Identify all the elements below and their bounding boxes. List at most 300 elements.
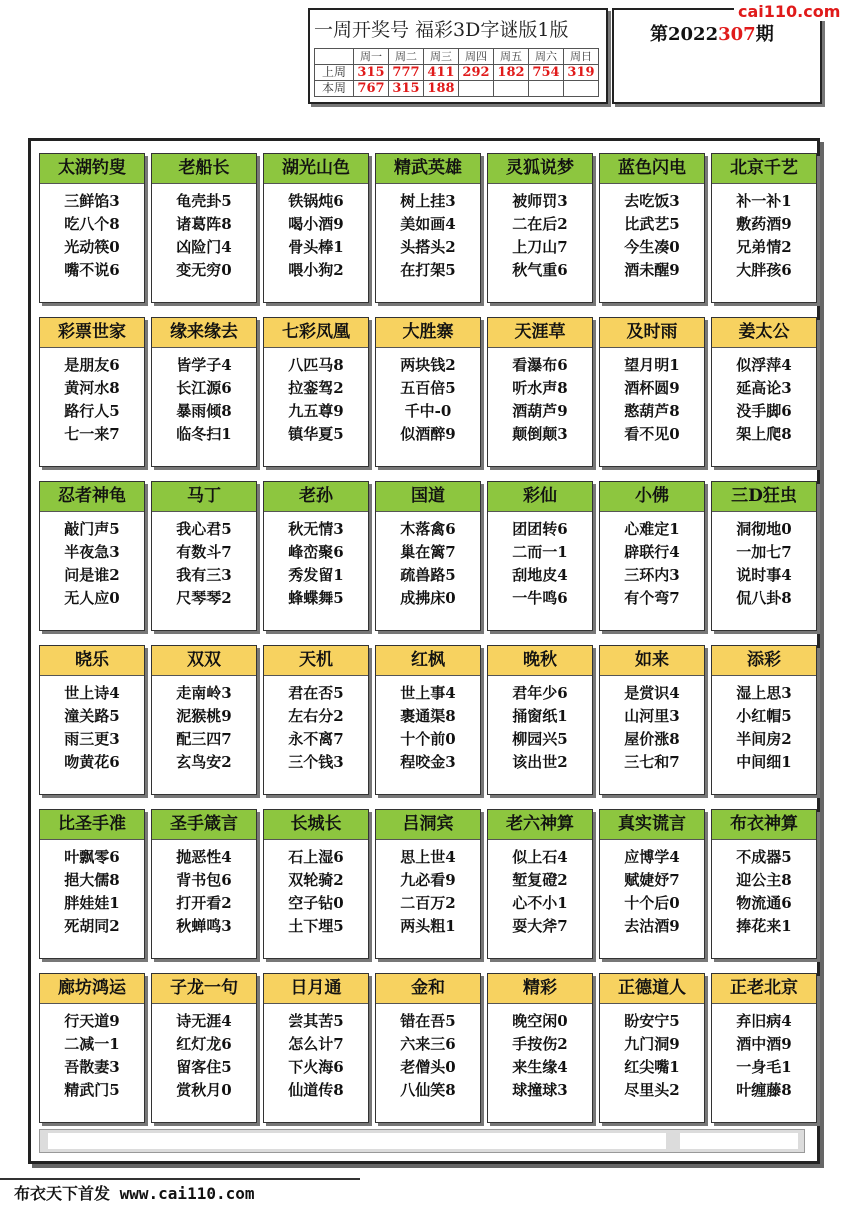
card-author: 廊坊鸿运 bbox=[40, 974, 144, 1004]
day-label: 周二 bbox=[389, 49, 424, 65]
riddle-line: 老僧头0 bbox=[400, 1058, 456, 1076]
card-riddle-lines bbox=[600, 512, 704, 610]
card-riddle-lines bbox=[264, 1004, 368, 1102]
day-label: 周一 bbox=[354, 49, 389, 65]
riddle-line: 被师罚3 bbox=[512, 192, 568, 210]
riddle-line: 秋气重6 bbox=[512, 261, 568, 279]
riddle-line: 黄河水8 bbox=[64, 379, 120, 397]
draw-number: 292 bbox=[459, 65, 494, 81]
card-author: 红枫 bbox=[376, 646, 480, 676]
card-riddle-lines bbox=[152, 840, 256, 938]
riddle-line: 暴雨倾8 bbox=[176, 402, 232, 420]
card-riddle-lines bbox=[712, 512, 816, 610]
riddle-line: 一加七7 bbox=[736, 543, 792, 561]
riddle-line: 打开看2 bbox=[176, 894, 232, 912]
riddle-line: 物流通6 bbox=[736, 894, 792, 912]
riddle-line: 嘴不说6 bbox=[64, 261, 120, 279]
riddle-line: 秀发留1 bbox=[288, 566, 344, 584]
riddle-line: 世上事4 bbox=[400, 684, 456, 702]
card-author: 缘来缘去 bbox=[152, 318, 256, 348]
riddle-line: 死胡同2 bbox=[64, 917, 120, 935]
card-riddle-lines bbox=[600, 348, 704, 446]
card-riddle-lines bbox=[712, 1004, 816, 1102]
row-label: 上周 bbox=[315, 65, 354, 81]
riddle-line: 吻黄花6 bbox=[64, 753, 120, 771]
card-riddle-lines bbox=[264, 348, 368, 446]
card-author: 老六神算 bbox=[488, 810, 592, 840]
riddle-card bbox=[599, 973, 705, 1123]
draw-number: 182 bbox=[494, 65, 529, 81]
card-author: 蓝色闪电 bbox=[600, 154, 704, 184]
riddle-line: 赏秋月0 bbox=[176, 1081, 232, 1099]
riddle-line: 留客住5 bbox=[176, 1058, 232, 1076]
riddle-line: 骨头棒1 bbox=[288, 238, 344, 256]
card-riddle-lines bbox=[152, 512, 256, 610]
riddle-line: 铁锅炖6 bbox=[288, 192, 344, 210]
card-author: 子龙一句 bbox=[152, 974, 256, 1004]
card-author: 北京千艺 bbox=[712, 154, 816, 184]
card-author: 吕洞宾 bbox=[376, 810, 480, 840]
card-riddle-lines bbox=[600, 676, 704, 774]
riddle-line: 诗无涯4 bbox=[176, 1012, 232, 1030]
riddle-line: 凶险门4 bbox=[176, 238, 232, 256]
riddle-line: 喝小酒9 bbox=[288, 215, 344, 233]
riddle-line: 走南岭3 bbox=[176, 684, 232, 702]
riddle-card bbox=[375, 973, 481, 1123]
riddle-card bbox=[151, 317, 257, 467]
draw-number: 319 bbox=[564, 65, 599, 81]
card-riddle-lines bbox=[600, 184, 704, 282]
riddle-line: 捧花来1 bbox=[736, 917, 792, 935]
riddle-line: 尺琴琴2 bbox=[176, 589, 232, 607]
riddle-line: 疏兽路5 bbox=[400, 566, 456, 584]
day-label: 周六 bbox=[529, 49, 564, 65]
riddle-line: 君在否5 bbox=[288, 684, 344, 702]
riddle-card bbox=[151, 645, 257, 795]
riddle-card bbox=[151, 153, 257, 303]
riddle-line: 是赏识4 bbox=[624, 684, 680, 702]
riddle-card bbox=[263, 973, 369, 1123]
riddle-line: 有数斗7 bbox=[176, 543, 232, 561]
draw-number: 315 bbox=[354, 65, 389, 81]
card-author: 七彩凤凰 bbox=[264, 318, 368, 348]
riddle-line: 君年少6 bbox=[512, 684, 568, 702]
day-label: 周五 bbox=[494, 49, 529, 65]
card-author: 彩仙 bbox=[488, 482, 592, 512]
card-riddle-lines bbox=[488, 1004, 592, 1102]
riddle-card bbox=[711, 153, 817, 303]
riddle-card bbox=[487, 481, 593, 631]
card-author: 天涯草 bbox=[488, 318, 592, 348]
card-author: 湖光山色 bbox=[264, 154, 368, 184]
card-riddle-lines bbox=[712, 184, 816, 282]
riddle-line: 巢在篱7 bbox=[400, 543, 456, 561]
riddle-line: 下火海6 bbox=[288, 1058, 344, 1076]
riddle-card bbox=[151, 481, 257, 631]
card-author: 正德道人 bbox=[600, 974, 704, 1004]
riddle-line: 九门洞9 bbox=[624, 1035, 680, 1053]
card-riddle-lines bbox=[600, 840, 704, 938]
riddle-line: 迎公主8 bbox=[736, 871, 792, 889]
riddle-line: 红尖嘴1 bbox=[624, 1058, 680, 1076]
riddle-line: 捅窗纸1 bbox=[512, 707, 568, 725]
card-riddle-lines bbox=[376, 676, 480, 774]
card-author: 圣手箴言 bbox=[152, 810, 256, 840]
riddle-line: 延高论3 bbox=[736, 379, 792, 397]
riddle-line: 错在吾5 bbox=[400, 1012, 456, 1030]
riddle-line: 路行人5 bbox=[64, 402, 120, 420]
card-author: 双双 bbox=[152, 646, 256, 676]
riddle-line: 去吃饭3 bbox=[624, 192, 680, 210]
draw-number: 411 bbox=[424, 65, 459, 81]
last-week-row bbox=[315, 65, 599, 81]
riddle-card bbox=[487, 317, 593, 467]
weekly-draw-title: 一周开奖号 福彩3D字谜版1版 bbox=[314, 19, 569, 41]
riddle-line: 似上石4 bbox=[512, 848, 568, 866]
riddle-line: 盼安宁5 bbox=[624, 1012, 680, 1030]
riddle-line: 颠倒颠3 bbox=[512, 425, 568, 443]
card-author: 老孙 bbox=[264, 482, 368, 512]
draw-number: 315 bbox=[389, 81, 424, 97]
riddle-line: 世上诗4 bbox=[64, 684, 120, 702]
riddle-line: 今生凑0 bbox=[624, 238, 680, 256]
card-author: 布衣神算 bbox=[712, 810, 816, 840]
riddle-line: 有个弯7 bbox=[624, 589, 680, 607]
riddle-line: 辟联行4 bbox=[624, 543, 680, 561]
riddle-line: 双轮骑2 bbox=[288, 871, 344, 889]
riddle-line: 红灯龙6 bbox=[176, 1035, 232, 1053]
riddle-line: 胖娃娃1 bbox=[64, 894, 120, 912]
riddle-line: 叶飘零6 bbox=[64, 848, 120, 866]
riddle-line: 听水声8 bbox=[512, 379, 568, 397]
riddle-line: 九五尊9 bbox=[288, 402, 344, 420]
riddle-card bbox=[39, 481, 145, 631]
riddle-line: 永不离7 bbox=[288, 730, 344, 748]
riddle-line: 湿上思3 bbox=[736, 684, 792, 702]
riddle-line: 蜂蝶舞5 bbox=[288, 589, 344, 607]
bottom-bar-left bbox=[48, 1133, 666, 1149]
day-label: 周日 bbox=[564, 49, 599, 65]
riddle-line: 半夜急3 bbox=[64, 543, 120, 561]
riddle-card bbox=[375, 317, 481, 467]
card-author: 比圣手准 bbox=[40, 810, 144, 840]
draw-number: 767 bbox=[354, 81, 389, 97]
card-author: 彩票世家 bbox=[40, 318, 144, 348]
riddle-line: 拉銮驾2 bbox=[288, 379, 344, 397]
riddle-line: 半间房2 bbox=[736, 730, 792, 748]
riddle-line: 没手脚6 bbox=[736, 402, 792, 420]
riddle-line: 三环内3 bbox=[624, 566, 680, 584]
riddle-line: 七一来7 bbox=[64, 425, 120, 443]
riddle-line: 背书包6 bbox=[176, 871, 232, 889]
riddle-line: 两头粗1 bbox=[400, 917, 456, 935]
card-author: 如来 bbox=[600, 646, 704, 676]
riddle-line: 应博学4 bbox=[624, 848, 680, 866]
riddle-line: 变无穷0 bbox=[176, 261, 232, 279]
riddle-card bbox=[263, 153, 369, 303]
issue-id: 307 bbox=[718, 24, 756, 45]
riddle-line: 思上世4 bbox=[400, 848, 456, 866]
riddle-line: 十个前0 bbox=[400, 730, 456, 748]
riddle-card bbox=[263, 809, 369, 959]
riddle-card bbox=[599, 317, 705, 467]
riddle-line: 中间细1 bbox=[736, 753, 792, 771]
card-author: 及时雨 bbox=[600, 318, 704, 348]
riddle-line: 两块钱2 bbox=[400, 356, 456, 374]
riddle-line: 雨三更3 bbox=[64, 730, 120, 748]
riddle-line: 去沽酒9 bbox=[624, 917, 680, 935]
card-author: 精武英雄 bbox=[376, 154, 480, 184]
riddle-line: 我心君5 bbox=[176, 520, 232, 538]
riddle-line: 峰峦聚6 bbox=[288, 543, 344, 561]
riddle-line: 八匹马8 bbox=[288, 356, 344, 374]
riddle-line: 头搭头2 bbox=[400, 238, 456, 256]
card-author: 太湖钓叟 bbox=[40, 154, 144, 184]
riddle-line: 似酒醉9 bbox=[400, 425, 456, 443]
riddle-line: 洞彻地0 bbox=[736, 520, 792, 538]
card-riddle-lines bbox=[264, 512, 368, 610]
riddle-line: 球撞球3 bbox=[512, 1081, 568, 1099]
draw-number bbox=[494, 81, 529, 97]
riddle-line: 堑复磴2 bbox=[512, 871, 568, 889]
riddle-card bbox=[151, 809, 257, 959]
card-author: 国道 bbox=[376, 482, 480, 512]
riddle-line: 二百万2 bbox=[400, 894, 456, 912]
riddle-card bbox=[599, 645, 705, 795]
card-riddle-lines bbox=[376, 184, 480, 282]
site-watermark: cai110.com bbox=[734, 2, 844, 21]
riddle-line: 三鲜馅3 bbox=[64, 192, 120, 210]
card-riddle-lines bbox=[712, 676, 816, 774]
riddle-line: 玄鸟安2 bbox=[176, 753, 232, 771]
card-author: 姜太公 bbox=[712, 318, 816, 348]
riddle-line: 树上挂3 bbox=[400, 192, 456, 210]
riddle-line: 架上爬8 bbox=[736, 425, 792, 443]
riddle-line: 望月明1 bbox=[624, 356, 680, 374]
riddle-line: 怎么计7 bbox=[288, 1035, 344, 1053]
riddle-line: 大胖孩6 bbox=[736, 261, 792, 279]
riddle-line: 临冬扫1 bbox=[176, 425, 232, 443]
riddle-line: 左右分2 bbox=[288, 707, 344, 725]
card-author: 添彩 bbox=[712, 646, 816, 676]
riddle-line: 挹大儒8 bbox=[64, 871, 120, 889]
riddle-line: 晚空闲0 bbox=[512, 1012, 568, 1030]
riddle-line: 一牛鸣6 bbox=[512, 589, 568, 607]
riddle-card bbox=[487, 973, 593, 1123]
riddle-line: 长江源6 bbox=[176, 379, 232, 397]
day-header-row bbox=[315, 49, 599, 65]
issue-suffix: 期 bbox=[755, 24, 774, 45]
riddle-card bbox=[39, 645, 145, 795]
riddle-line: 精武门5 bbox=[64, 1081, 120, 1099]
card-author: 正老北京 bbox=[712, 974, 816, 1004]
riddle-line: 该出世2 bbox=[512, 753, 568, 771]
riddle-line: 刮地皮4 bbox=[512, 566, 568, 584]
riddle-line: 问是谁2 bbox=[64, 566, 120, 584]
riddle-line: 柳园兴5 bbox=[512, 730, 568, 748]
riddle-line: 不成器5 bbox=[736, 848, 792, 866]
riddle-line: 八仙笑8 bbox=[400, 1081, 456, 1099]
riddle-card bbox=[263, 317, 369, 467]
card-riddle-lines bbox=[376, 1004, 480, 1102]
riddle-line: 秋无情3 bbox=[288, 520, 344, 538]
card-author: 忍者神龟 bbox=[40, 482, 144, 512]
card-riddle-lines bbox=[712, 840, 816, 938]
riddle-line: 行天道9 bbox=[64, 1012, 120, 1030]
riddle-card bbox=[263, 481, 369, 631]
card-riddle-lines bbox=[152, 348, 256, 446]
card-author: 晚秋 bbox=[488, 646, 592, 676]
riddle-line: 十个后0 bbox=[624, 894, 680, 912]
draw-number bbox=[529, 81, 564, 97]
riddle-line: 憨葫芦8 bbox=[624, 402, 680, 420]
riddle-line: 六来三6 bbox=[400, 1035, 456, 1053]
riddle-line: 三个钱3 bbox=[288, 753, 344, 771]
riddle-line: 泥猴桃9 bbox=[176, 707, 232, 725]
riddle-card bbox=[487, 153, 593, 303]
draw-number: 754 bbox=[529, 65, 564, 81]
riddle-line: 酒未醒9 bbox=[624, 261, 680, 279]
card-author: 金和 bbox=[376, 974, 480, 1004]
day-label: 周四 bbox=[459, 49, 494, 65]
draw-number: 188 bbox=[424, 81, 459, 97]
card-riddle-lines bbox=[264, 184, 368, 282]
riddle-line: 叶缠藤8 bbox=[736, 1081, 792, 1099]
riddle-card bbox=[263, 645, 369, 795]
riddle-line: 山河里3 bbox=[624, 707, 680, 725]
weekly-draw-panel bbox=[308, 8, 608, 104]
card-author: 长城长 bbox=[264, 810, 368, 840]
card-author: 晓乐 bbox=[40, 646, 144, 676]
card-riddle-lines bbox=[152, 1004, 256, 1102]
riddle-line: 补一补1 bbox=[736, 192, 792, 210]
this-week-row bbox=[315, 81, 599, 97]
riddle-line: 兄弟情2 bbox=[736, 238, 792, 256]
riddle-line: 我有三3 bbox=[176, 566, 232, 584]
riddle-line: 屋价涨8 bbox=[624, 730, 680, 748]
riddle-card bbox=[375, 153, 481, 303]
riddle-line: 配三四7 bbox=[176, 730, 232, 748]
riddle-line: 酒中酒9 bbox=[736, 1035, 792, 1053]
riddle-line: 上刀山7 bbox=[512, 238, 568, 256]
footer-rule bbox=[0, 1178, 360, 1180]
riddle-board bbox=[28, 138, 820, 1164]
riddle-line: 二在后2 bbox=[512, 215, 568, 233]
issue-prefix: 第2022 bbox=[650, 24, 719, 45]
riddle-line: 敷药酒9 bbox=[736, 215, 792, 233]
riddle-card bbox=[151, 973, 257, 1123]
issue-panel bbox=[612, 8, 822, 104]
card-author: 日月通 bbox=[264, 974, 368, 1004]
riddle-line: 团团转6 bbox=[512, 520, 568, 538]
card-riddle-lines bbox=[264, 840, 368, 938]
footer-credit: 布衣天下首发 www.cai110.com bbox=[14, 1184, 255, 1203]
riddle-card bbox=[375, 481, 481, 631]
riddle-line: 心不小1 bbox=[512, 894, 568, 912]
card-riddle-lines bbox=[712, 348, 816, 446]
riddle-line: 空子钻0 bbox=[288, 894, 344, 912]
card-riddle-lines bbox=[488, 184, 592, 282]
card-riddle-lines bbox=[488, 840, 592, 938]
weekly-draw-table bbox=[314, 48, 599, 97]
riddle-line: 看瀑布6 bbox=[512, 356, 568, 374]
riddle-line: 龟壳卦5 bbox=[176, 192, 232, 210]
riddle-card bbox=[711, 645, 817, 795]
card-author: 天机 bbox=[264, 646, 368, 676]
riddle-card bbox=[39, 153, 145, 303]
card-riddle-lines bbox=[152, 184, 256, 282]
riddle-line: 看不见0 bbox=[624, 425, 680, 443]
draw-number bbox=[459, 81, 494, 97]
card-riddle-lines bbox=[152, 676, 256, 774]
card-riddle-lines bbox=[40, 840, 144, 938]
riddle-line: 木落禽6 bbox=[400, 520, 456, 538]
riddle-card bbox=[711, 317, 817, 467]
riddle-card bbox=[599, 809, 705, 959]
riddle-line: 二减一1 bbox=[64, 1035, 120, 1053]
riddle-card bbox=[599, 153, 705, 303]
card-riddle-lines bbox=[488, 512, 592, 610]
riddle-line: 潼关路5 bbox=[64, 707, 120, 725]
riddle-line: 仙道传8 bbox=[288, 1081, 344, 1099]
riddle-line: 土下埋5 bbox=[288, 917, 344, 935]
riddle-line: 在打架5 bbox=[400, 261, 456, 279]
riddle-line: 无人应0 bbox=[64, 589, 120, 607]
riddle-line: 三七和7 bbox=[624, 753, 680, 771]
riddle-card bbox=[39, 317, 145, 467]
riddle-line: 五百倍5 bbox=[400, 379, 456, 397]
riddle-line: 来生缘4 bbox=[512, 1058, 568, 1076]
card-riddle-lines bbox=[488, 676, 592, 774]
card-author: 灵狐说梦 bbox=[488, 154, 592, 184]
riddle-line: 是朋友6 bbox=[64, 356, 120, 374]
card-riddle-lines bbox=[40, 1004, 144, 1102]
card-author: 三D狂虫 bbox=[712, 482, 816, 512]
riddle-line: 石上湿6 bbox=[288, 848, 344, 866]
card-riddle-lines bbox=[376, 512, 480, 610]
card-author: 马丁 bbox=[152, 482, 256, 512]
riddle-line: 吃八个8 bbox=[64, 215, 120, 233]
riddle-line: 心难定1 bbox=[624, 520, 680, 538]
riddle-card bbox=[375, 809, 481, 959]
riddle-line: 尝其苦5 bbox=[288, 1012, 344, 1030]
riddle-line: 弃旧病4 bbox=[736, 1012, 792, 1030]
riddle-line: 程咬金3 bbox=[400, 753, 456, 771]
card-riddle-lines bbox=[264, 676, 368, 774]
riddle-line: 耍大斧7 bbox=[512, 917, 568, 935]
card-author: 精彩 bbox=[488, 974, 592, 1004]
riddle-line: 说时事4 bbox=[736, 566, 792, 584]
card-riddle-lines bbox=[40, 512, 144, 610]
bottom-bar bbox=[39, 1129, 805, 1153]
riddle-line: 比武艺5 bbox=[624, 215, 680, 233]
riddle-line: 成拂床0 bbox=[400, 589, 456, 607]
riddle-line: 美如画4 bbox=[400, 215, 456, 233]
riddle-line: 光动筷0 bbox=[64, 238, 120, 256]
riddle-line: 似浮萍4 bbox=[736, 356, 792, 374]
riddle-line: 赋婕妤7 bbox=[624, 871, 680, 889]
riddle-card bbox=[711, 973, 817, 1123]
card-riddle-lines bbox=[376, 840, 480, 938]
card-riddle-lines bbox=[40, 676, 144, 774]
riddle-grid bbox=[39, 153, 815, 1128]
riddle-line: 抛恶性4 bbox=[176, 848, 232, 866]
riddle-card bbox=[39, 809, 145, 959]
day-label: 周三 bbox=[424, 49, 459, 65]
riddle-line: 酒葫芦9 bbox=[512, 402, 568, 420]
card-author: 真实谎言 bbox=[600, 810, 704, 840]
riddle-card bbox=[39, 973, 145, 1123]
